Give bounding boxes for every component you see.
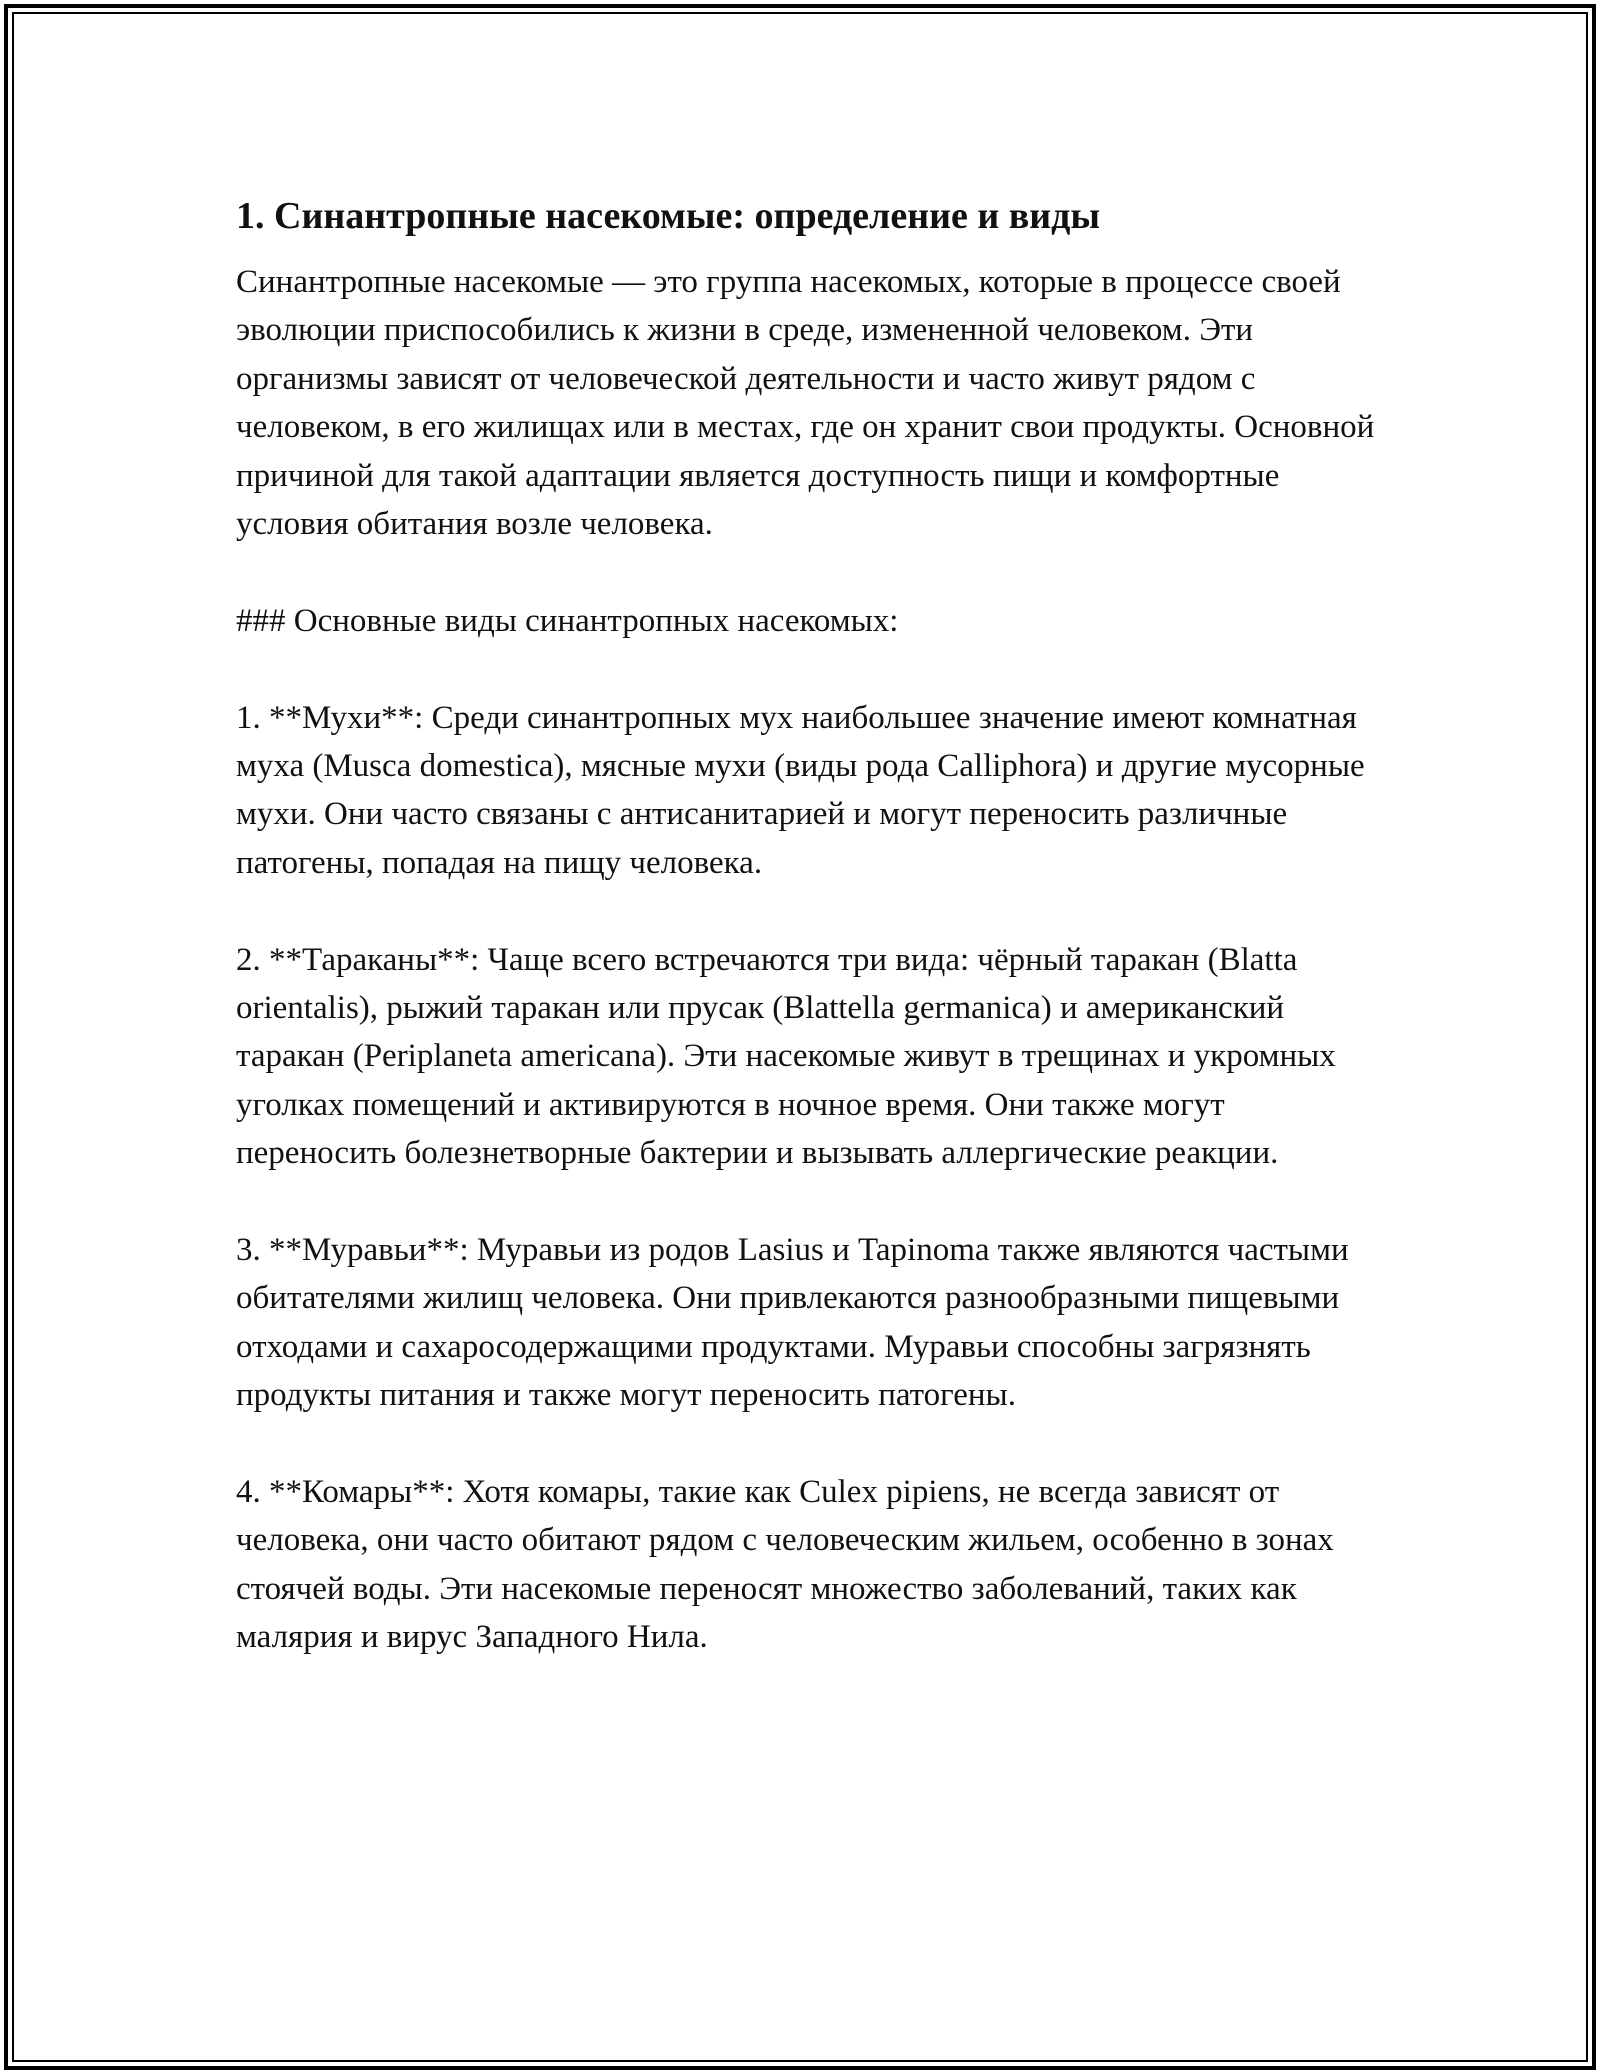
document-body [236, 188, 1376, 1662]
list-item-flies: 1. **Мухи**: Среди синантропных мух наибольшее значение имеют комнатная муха (Musca domestica), мясные мухи (виды рода Calliphora) и другие мусорные мухи. Они часто связаны с антисанитарией и могут переносить различные патогены, попадая на пищу человека. [236, 699, 1365, 881]
section-title: 1. Синантропные насекомые: определение и виды [236, 195, 1101, 237]
subheading-text: ### Основные виды синантропных насекомых: [236, 602, 899, 639]
list-item-mosquitoes: 4. **Комары**: Хотя комары, такие как Culex pipiens, не всегда зависят от человека, они часто обитают рядом с человеческим жильем, особенно в зонах стоячей воды. Эти насекомые переносят множество заболеваний, таких как малярия и вирус Западного Нила. [236, 1474, 1334, 1656]
list-item-ants: 3. **Муравьи**: Муравьи из родов Lasius и Tapinoma также являются частыми обитателями жилищ человека. Они привлекаются разнообразными пищевыми отходами и сахаросодержащими продуктами. Муравьи способны загрязнять продукты питания и также могут переносить патогены. [236, 1232, 1349, 1414]
intro-paragraph: Синантропные насекомые — это группа насекомых, которые в процессе своей эволюции приспособились к жизни в среде, измененной человеком. Эти организмы зависят от человеческой деятельности и часто живут рядом с человеком, в его жилищах или в местах, где он хранит свои продукты. Основной причиной для такой адаптации является доступность пищи и комфортные условия обитания возле человека. [236, 264, 1375, 543]
list-item-cockroaches: 2. **Тараканы**: Чаще всего встречаются три вида: чёрный таракан (Blatta orientalis), рыжий таракан или прусак (Blattella germanica) и американский таракан (Periplaneta americana). Эти насекомые живут в трещинах и укромных уголках помещений и активируются в ночное время. Они также могут переносить болезнетворные бактерии и вызывать аллергические реакции. [236, 941, 1336, 1172]
